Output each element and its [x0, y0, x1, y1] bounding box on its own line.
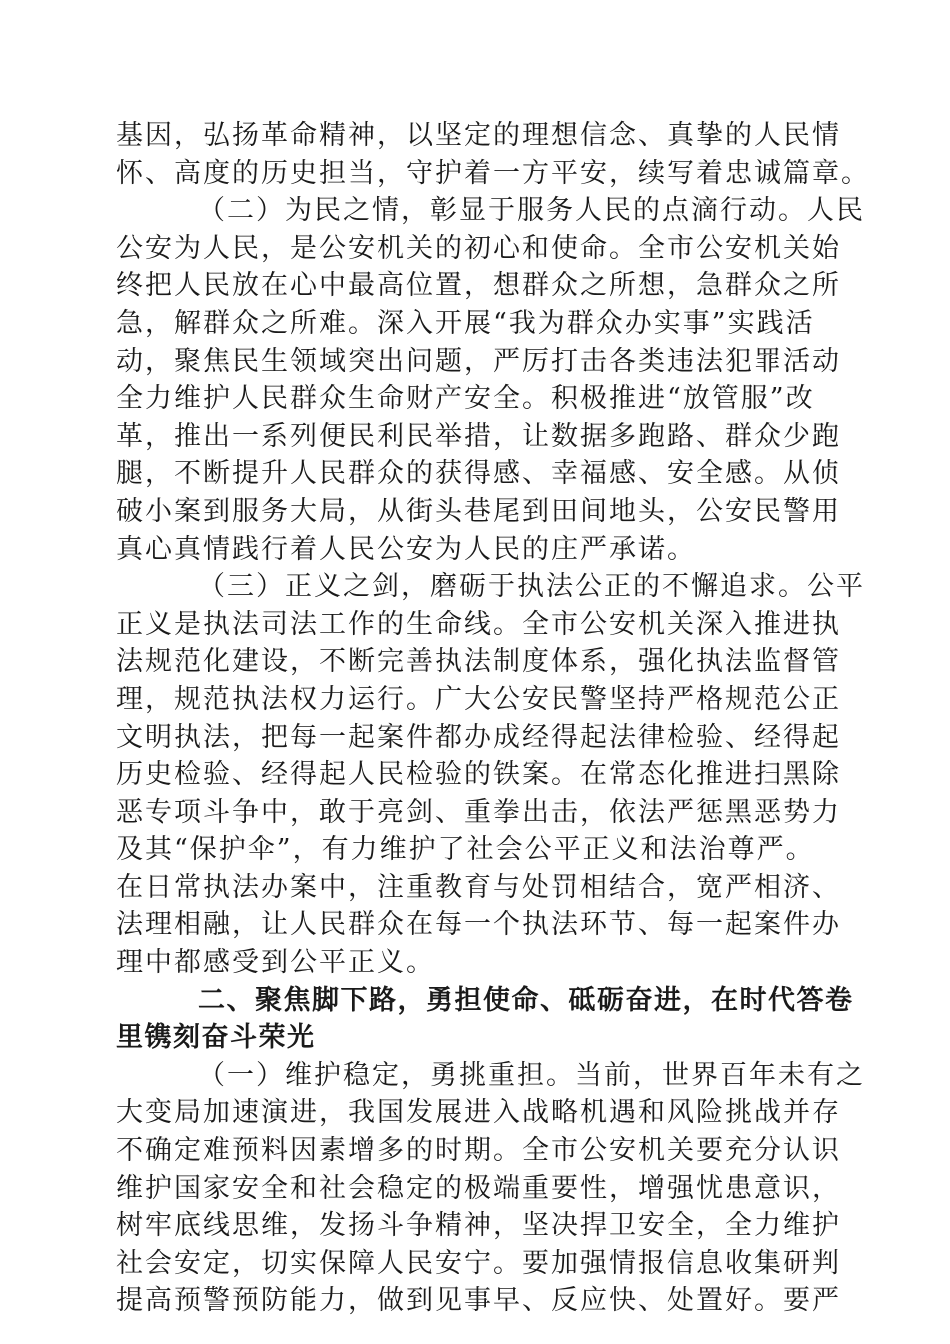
paragraph-line: 全力维护人民群众生命财产安全。积极推进“放管服”改 — [116, 383, 815, 415]
paragraph-line: 社会安定，切实保障人民安宁。要加强情报信息收集研判 — [116, 1247, 841, 1279]
paragraph-line: 正义是执法司法工作的生命线。全市公安机关深入推进执 — [116, 608, 841, 640]
paragraph-line: 恶专项斗争中，敢于亮剑、重拳出击，依法严惩黑恶势力 — [116, 796, 841, 828]
paragraph-line: 理，规范执法权力运行。广大公安民警坚持严格规范公正 — [116, 683, 841, 715]
paragraph-line: 历史检验、经得起人民检验的铁案。在常态化推进扫黑除 — [116, 759, 841, 791]
paragraph-line: 公安为人民，是公安机关的初心和使命。全市公安机关始 — [116, 232, 841, 264]
paragraph-line: 基因，弘扬革命精神，以坚定的理想信念、真挚的人民情 — [116, 120, 841, 151]
paragraph-line: 真心真情践行着人民公安为人民的庄严承诺。 — [116, 533, 696, 565]
paragraph-text: 公平 — [807, 571, 865, 603]
subheading-line — [116, 568, 865, 606]
subheading: （二）为民之情，彰显于服务人民的点滴行动。 — [198, 195, 807, 227]
paragraph-text: 当前，世界百年未有之 — [575, 1059, 865, 1091]
subheading: （三）正义之剑，磨砺于执法公正的不懈追求。 — [198, 571, 807, 603]
paragraph-line: 树牢底线思维，发扬斗争精神，坚决捍卫安全，全力维护 — [116, 1210, 841, 1242]
paragraph-line: 破小案到服务大局，从街头巷尾到田间地头，公安民警用 — [116, 495, 841, 527]
paragraph-line: 维护国家安全和社会稳定的极端重要性，增强忧患意识， — [116, 1172, 841, 1204]
subheading: （一）维护稳定，勇挑重担。 — [198, 1059, 575, 1091]
paragraph-line: 文明执法，把每一起案件都办成经得起法律检验、经得起 — [116, 721, 841, 753]
paragraph-text: 人民 — [807, 195, 865, 227]
paragraph-line: 法规范化建设，不断完善执法制度体系，强化执法监督管 — [116, 646, 841, 678]
paragraph-line: 革，推出一系列便民利民举措，让数据多跑路、群众少跑 — [116, 420, 841, 452]
section-heading: 里镌刻奋斗荣光 — [116, 1022, 316, 1054]
paragraph-line: 法理相融，让人民群众在每一个执法环节、每一起案件办 — [116, 909, 841, 941]
paragraph-line: 终把人民放在心中最高位置，想群众之所想，急群众之所 — [116, 270, 841, 302]
subheading-line — [116, 192, 865, 230]
paragraph-line: 腿，不断提升人民群众的获得感、幸福感、安全感。从侦 — [116, 458, 841, 490]
paragraph-line: 提高预警预防能力，做到见事早、反应快、处置好。要严 — [116, 1285, 841, 1317]
subheading-line — [116, 1057, 865, 1095]
paragraph-line: 急，解群众之所难。深入开展“我为群众办实事”实践活 — [116, 307, 815, 339]
paragraph-line: 理中都感受到公平正义。 — [116, 947, 435, 979]
document-page — [116, 117, 870, 1320]
paragraph-line: 动，聚焦民生领域突出问题，严厉打击各类违法犯罪活动 — [116, 345, 841, 377]
paragraph-line: 怀、高度的历史担当，守护着一方平安，续写着忠诚篇章。 — [116, 157, 870, 189]
paragraph-line: 大变局加速演进，我国发展进入战略机遇和风险挑战并存 — [116, 1097, 841, 1129]
paragraph-line: 不确定难预料因素增多的时期。全市公安机关要充分认识 — [116, 1135, 841, 1167]
paragraph-line: 在日常执法办案中，注重教育与处罚相结合，宽严相济、 — [116, 871, 841, 903]
paragraph-line: 及其“保护伞”，有力维护了社会公平正义和法治尊严。 — [116, 834, 815, 866]
section-heading: 二、聚焦脚下路，勇担使命、砥砺奋进，在时代答卷 — [198, 984, 854, 1016]
